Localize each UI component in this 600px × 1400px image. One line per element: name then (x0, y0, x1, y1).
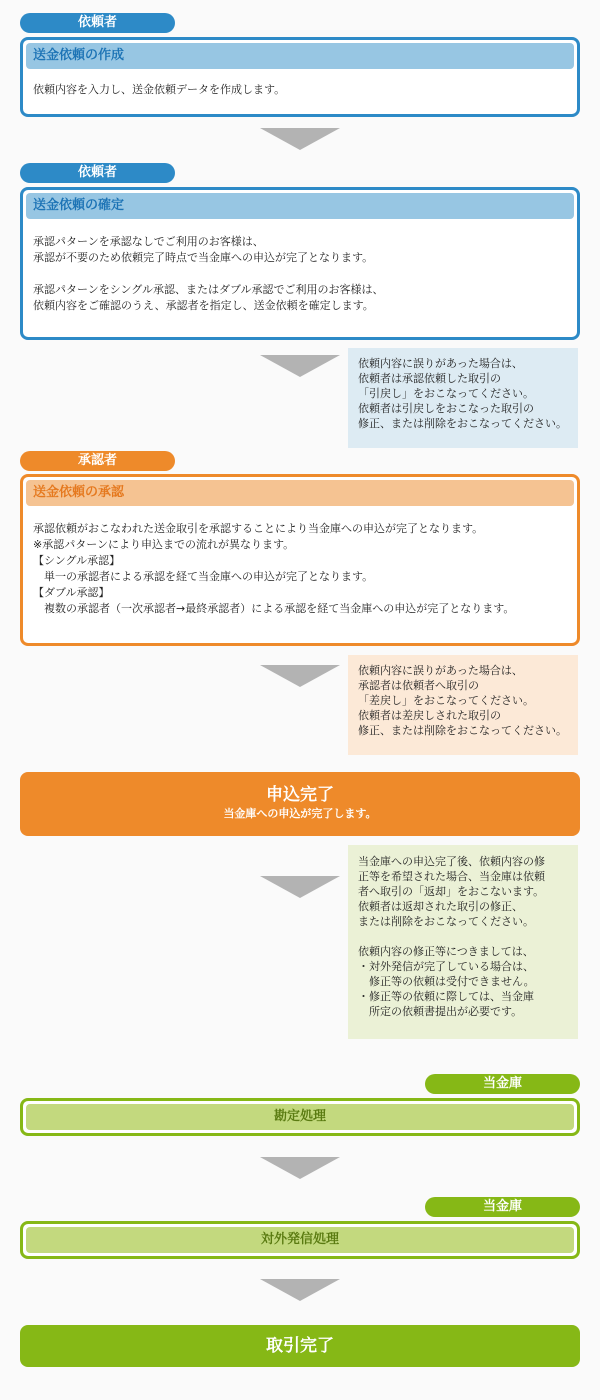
banner-subtitle: 当金庫への申込が完了します。 (223, 807, 377, 820)
note-line: ・対外発信が完了している場合は、 (358, 960, 534, 973)
note-line: 承認者は依頼者へ取引の (358, 679, 479, 692)
step-title: 対外発信処理 (26, 1227, 574, 1253)
description-line: 依頼内容をご確認のうえ、承認者を指定し、送金依頼を確定します。 (33, 299, 374, 312)
description-line: 複数の承認者（一次承認者→最終承認者）による承認を経て当金庫への申込が完了となります。 (33, 602, 515, 615)
note-line: 依頼内容の修正等につきましては、 (358, 945, 534, 958)
note-line: 修正等の依頼は受付できません。 (358, 975, 535, 988)
step-confirm-request (20, 187, 580, 340)
note-line: 依頼者は承認依頼した取引の (358, 372, 501, 385)
step-title: 勘定処理 (26, 1104, 574, 1130)
application-complete-banner (20, 772, 580, 836)
note-line: 依頼者は差戻しされた取引の (358, 709, 501, 722)
flow-arrow-down-icon (260, 1157, 340, 1179)
description-line: 単一の承認者による承認を経て当金庫への申込が完了となります。 (33, 570, 374, 583)
banner-title: 申込完了 (266, 785, 334, 805)
note-line: 「引戻し」をおこなってください。 (358, 387, 534, 400)
role-tag-requester: 依頼者 (20, 13, 175, 33)
step-external-transmission (20, 1221, 580, 1259)
note-line: 所定の依頼書提出が必要です。 (358, 1005, 523, 1018)
flow-arrow-down-icon (260, 128, 340, 150)
step-description (23, 69, 577, 98)
flow-arrow-down-icon (260, 876, 340, 898)
note-line: 依頼者は返却された取引の修正、 (358, 900, 523, 913)
step-title: 送金依頼の確定 (26, 193, 574, 219)
description-line: 依頼内容を入力し、送金依頼データを作成します。 (33, 83, 286, 96)
step-accounting (20, 1098, 580, 1136)
step-description (23, 506, 577, 617)
step-title: 送金依頼の承認 (26, 480, 574, 506)
note-line: 「差戻し」をおこなってください。 (358, 694, 534, 707)
note-line: 正等を希望された場合、当金庫は依頼 (358, 870, 545, 883)
role-tag-requester: 依頼者 (20, 163, 175, 183)
role-tag-bank: 当金庫 (425, 1197, 580, 1217)
note-line (358, 929, 570, 944)
note-line: 依頼内容に誤りがあった場合は、 (358, 357, 523, 370)
note-line: または削除をおこなってください。 (358, 915, 534, 928)
role-tag-bank: 当金庫 (425, 1074, 580, 1094)
note-sendback (348, 655, 578, 755)
step-approve-request (20, 474, 580, 646)
flow-arrow-down-icon (260, 355, 340, 377)
note-line: 修正、または削除をおこなってください。 (358, 724, 567, 737)
step-description (23, 219, 577, 314)
note-line: 者へ取引の「返却」をおこないます。 (358, 885, 545, 898)
description-line: 承認依頼がおこなわれた送金取引を承認することにより当金庫への申込が完了となります。 (33, 522, 484, 535)
description-line: 【ダブル承認】 (33, 586, 110, 599)
note-return (348, 845, 578, 1039)
description-line: ※承認パターンにより申込までの流れが異なります。 (33, 538, 295, 551)
description-line: 承認が不要のため依頼完了時点で当金庫への申込が完了となります。 (33, 251, 374, 264)
step-title: 送金依頼の作成 (26, 43, 574, 69)
step-create-request (20, 37, 580, 117)
note-line: 依頼内容に誤りがあった場合は、 (358, 664, 523, 677)
note-line: ・修正等の依頼に際しては、当金庫 (358, 990, 534, 1003)
note-recall (348, 348, 578, 448)
flow-arrow-down-icon (260, 665, 340, 687)
note-line: 修正、または削除をおこなってください。 (358, 417, 567, 430)
transaction-complete-banner: 取引完了 (20, 1325, 580, 1367)
description-line (33, 266, 567, 282)
description-line: 承認パターンをシングル承認、またはダブル承認でご利用のお客様は、 (33, 283, 384, 296)
description-line: 【シングル承認】 (33, 554, 121, 567)
note-line: 依頼者は引戻しをおこなった取引の (358, 402, 534, 415)
flow-arrow-down-icon (260, 1279, 340, 1301)
note-line: 当金庫への申込完了後、依頼内容の修 (358, 855, 545, 868)
role-tag-approver: 承認者 (20, 451, 175, 471)
description-line: 承認パターンを承認なしでご利用のお客様は、 (33, 235, 264, 248)
